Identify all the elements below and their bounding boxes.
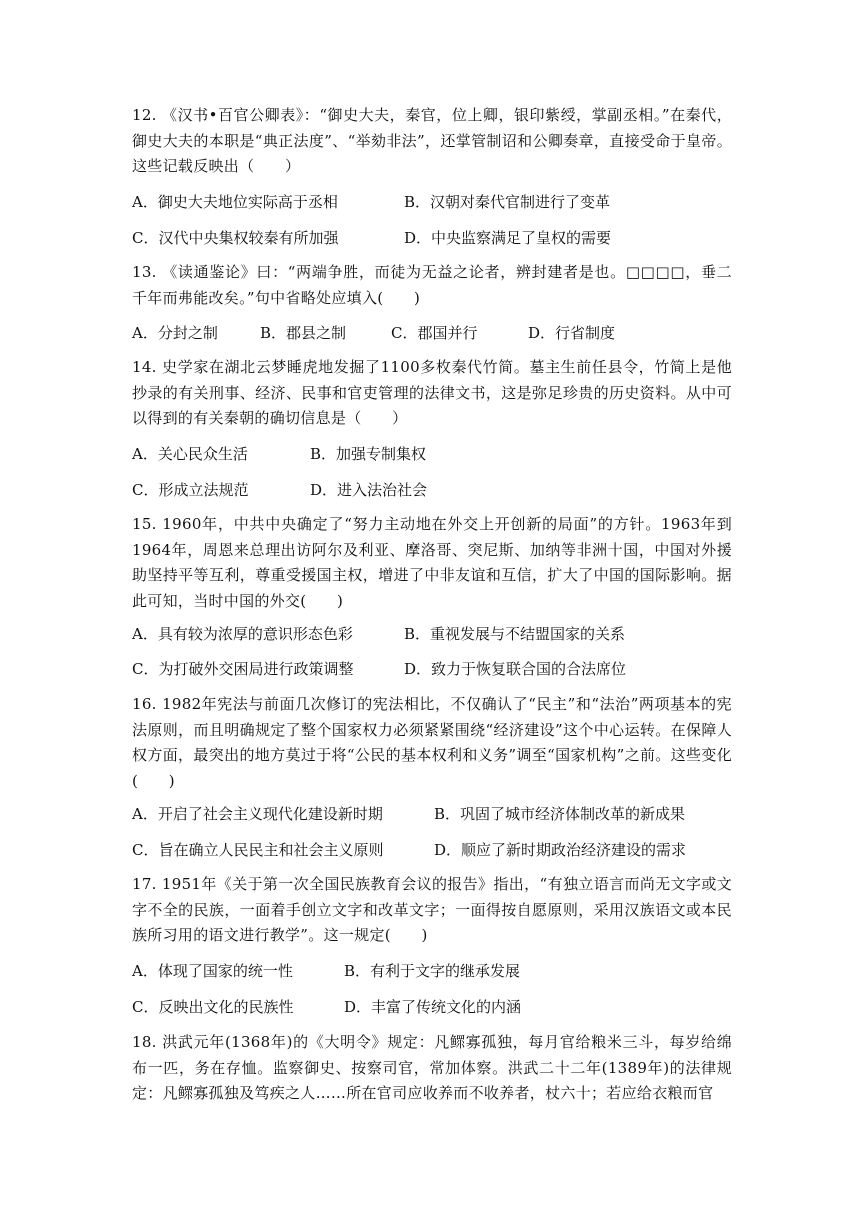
question-16-option-c[interactable]: C．旨在确立人民民主和社会主义原则 bbox=[132, 841, 384, 859]
question-12-options-row-1 bbox=[132, 190, 752, 214]
question-17-option-d[interactable]: D．丰富了传统文化的内涵 bbox=[344, 998, 522, 1016]
question-12-option-d[interactable]: D．中央监察满足了皇权的需要 bbox=[404, 229, 612, 247]
question-15-options-row-1 bbox=[132, 622, 752, 646]
question-14-option-c[interactable]: C．形成立法规范 bbox=[132, 481, 249, 499]
question-18-stem: 18. 洪武元年(1368年)的《大明令》规定：凡鳏寡孤独，每月官给粮米三斗，每岁给绵布一匹，务在存恤。监察御史、按察司官，常加体察。洪武二十二年(1389年)的法律规定：凡鳏寡孤独及笃疾之人……所在官司应收养而不收养者，杖六十；若应给衣粮而官 bbox=[132, 1033, 732, 1102]
question-12-option-b[interactable]: B．汉朝对秦代官制进行了变革 bbox=[404, 193, 611, 211]
question-13-option-d[interactable]: D．行省制度 bbox=[528, 324, 616, 342]
question-15-option-c[interactable]: C．为打破外交困局进行政策调整 bbox=[132, 660, 354, 678]
question-13-option-a[interactable]: A．分封之制 bbox=[132, 324, 218, 342]
question-17-options-row-1 bbox=[132, 959, 752, 983]
question-15-stem: 15. 1960年，中共中央确定了“努力主动地在外交上开创新的局面”的方针。1963年到1964年，周恩来总理出访阿尔及利亚、摩洛哥、突尼斯、加纳等非洲十国，中国对外援助坚持平等互利，尊重受援国主权，增进了中非友谊和互信，扩大了中国的国际影响。据此可知，当时中国的外交( ) bbox=[132, 515, 732, 610]
question-15-option-d[interactable]: D．致力于恢复联合国的合法席位 bbox=[404, 660, 627, 678]
question-13-option-b[interactable]: B．郡县之制 bbox=[260, 324, 347, 342]
question-13-options-row bbox=[132, 321, 752, 345]
question-16-options-row-1 bbox=[132, 802, 752, 826]
question-16-options-row-2 bbox=[132, 838, 752, 862]
question-13-stem: 13. 《读通鉴论》曰：“两端争胜，而徒为无益之论者，辨封建者是也。□□□□，垂二千年而弗能改矣。”句中省略处应填入( ) bbox=[132, 263, 732, 307]
question-15-option-a[interactable]: A．具有较为浓厚的意识形态色彩 bbox=[132, 625, 353, 643]
question-14-options-row-2 bbox=[132, 478, 752, 502]
question-13-option-c[interactable]: C．郡国并行 bbox=[391, 324, 478, 342]
question-12-option-c[interactable]: C．汉代中央集权较秦有所加强 bbox=[132, 229, 339, 247]
question-14-options-row-1 bbox=[132, 442, 752, 466]
question-15-options-row-2 bbox=[132, 657, 752, 681]
question-17-option-c[interactable]: C．反映出文化的民族性 bbox=[132, 998, 294, 1016]
question-16-option-b[interactable]: B．巩固了城市经济体制改革的新成果 bbox=[434, 805, 686, 823]
question-14-option-d[interactable]: D．进入法治社会 bbox=[310, 481, 428, 499]
question-17-option-b[interactable]: B．有利于文字的继承发展 bbox=[344, 962, 521, 980]
question-17-option-a[interactable]: A．体现了国家的统一性 bbox=[132, 962, 293, 980]
question-15-option-b[interactable]: B．重视发展与不结盟国家的关系 bbox=[404, 625, 626, 643]
question-14-stem: 14. 史学家在湖北云梦睡虎地发掘了1100多枚秦代竹简。墓主生前任县令，竹简上是他抄录的有关刑事、经济、民事和官吏管理的法律文书，这是弥足珍贵的历史资料。从中可以得到的有关秦朝的确切信息是（ ） bbox=[132, 358, 732, 427]
question-14-option-b[interactable]: B．加强专制集权 bbox=[310, 445, 427, 463]
question-17-options-row-2 bbox=[132, 995, 752, 1019]
question-16-option-a[interactable]: A．开启了社会主义现代化建设新时期 bbox=[132, 805, 383, 823]
question-16-stem: 16. 1982年宪法与前面几次修订的宪法相比，不仅确认了“民主”和“法治”两项基本的宪法原则，而且明确规定了整个国家权力必须紧紧围绕“经济建设”这个中心运转。在保障人权方面，最突出的地方莫过于将“公民的基本权利和义务”调至“国家机构”之前。这些变化( ) bbox=[132, 695, 732, 790]
question-12-options-row-2 bbox=[132, 226, 752, 250]
question-12-stem: 12. 《汉书•百官公卿表》：“御史大夫，秦官，位上卿，银印紫绶，掌副丞相。”在秦代，御史大夫的本职是“典正法度”、“举劾非法”，还掌管制诏和公卿奏章，直接受命于皇帝。这些记载反映出（ ） bbox=[132, 106, 732, 175]
question-12-option-a[interactable]: A．御史大夫地位实际高于丞相 bbox=[132, 193, 338, 211]
question-14-option-a[interactable]: A．关心民众生活 bbox=[132, 445, 248, 463]
question-17-stem: 17. 1951年《关于第一次全国民族教育会议的报告》指出，“有独立语言而尚无文字或文字不全的民族，一面着手创立文字和改革文字；一面得按自愿原则，采用汉族语文或本民族所习用的语文进行教学”。这一规定( ) bbox=[132, 875, 732, 944]
question-16-option-d[interactable]: D．顺应了新时期政治经济建设的需求 bbox=[434, 841, 687, 859]
